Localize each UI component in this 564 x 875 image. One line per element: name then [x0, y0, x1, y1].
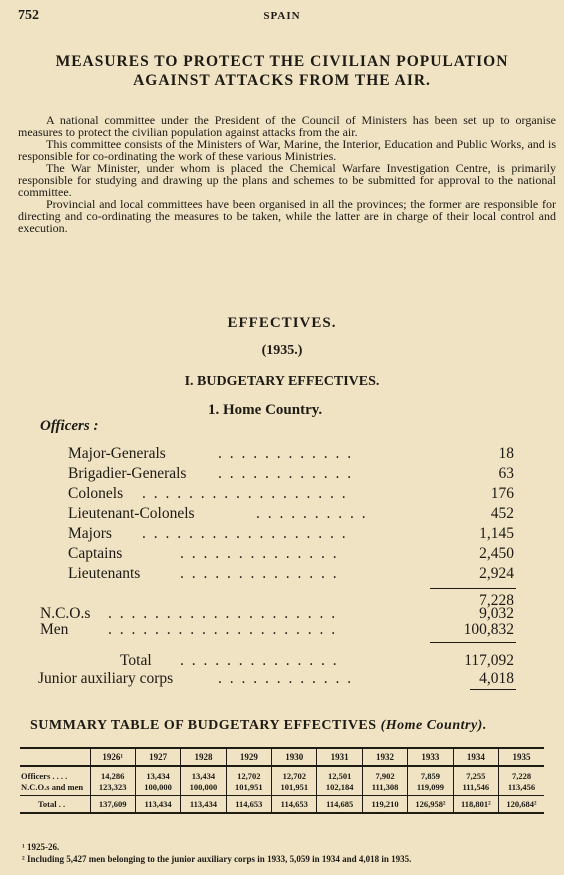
row-label: Total . .: [20, 796, 90, 814]
table-cell: 114,653: [272, 796, 317, 814]
body-text: [18, 114, 556, 234]
table-cell: 1930: [272, 748, 317, 766]
table-cell: 14,286: [90, 766, 135, 781]
leader-dots: . . . . . . . . . . . .: [218, 445, 354, 462]
leader-dots: . . . . . . . . . . . .: [218, 465, 354, 482]
paragraph: A national committee under the President of the Council of Ministers has been set up to organise measures to protect the civilian population against attacks from the air.: [18, 113, 556, 139]
footnote: ¹ 1925-26.: [22, 842, 60, 852]
table-cell: 7,255: [453, 766, 498, 781]
list-item: [0, 484, 564, 504]
table-cell: 1933: [408, 748, 453, 766]
table-cell: 13,434: [181, 766, 226, 781]
table-cell: 119,210: [362, 796, 407, 814]
paragraph: The War Minister, under whom is placed the Chemical Warfare Investigation Centre, is primarily responsible for studying and drawing up the plans and schemes to be submitted for approval to the national committee.: [18, 161, 556, 199]
summary-table: [20, 747, 544, 814]
table-cell: 126,958²: [408, 796, 453, 814]
paragraph: Provincial and local committees have been organised in all the provinces; the former are responsible for directing and co-ordinating the measures to be taken, while the latter are in charge of their local control and execution.: [18, 197, 556, 235]
table-cell: 114,685: [317, 796, 362, 814]
row-label: Major-Generals: [68, 445, 166, 462]
table-cell: 114,653: [226, 796, 271, 814]
leader-dots: . . . . . . . . . . . . . . . . . . . .: [108, 605, 338, 622]
divider: [430, 588, 516, 589]
divider: [430, 642, 516, 643]
table-cell: 113,456: [499, 781, 544, 796]
table-cell: 1928: [181, 748, 226, 766]
table-cell: 1935: [499, 748, 544, 766]
divider: [470, 689, 516, 690]
page-title: [0, 52, 564, 90]
leader-dots: . . . . . . . . . . . . . . . . . .: [142, 485, 348, 502]
list-item: [0, 651, 564, 671]
table-cell: 1934: [453, 748, 498, 766]
table-cell: 7,902: [362, 766, 407, 781]
leader-dots: . . . . . . . . . . . .: [218, 670, 354, 687]
table-cell: 1927: [135, 748, 180, 766]
running-head: SPAIN: [263, 10, 301, 22]
row-value: 1,145: [479, 525, 514, 542]
table-cell: 12,702: [226, 766, 271, 781]
row-label: Total: [120, 652, 152, 669]
table-cell: 7,228: [499, 766, 544, 781]
table-cell: [20, 748, 90, 766]
table-cell: 137,609: [90, 796, 135, 814]
list-item: [0, 669, 564, 689]
summary-title: [30, 718, 487, 734]
table-cell: 12,702: [272, 766, 317, 781]
row-value: 2,450: [479, 545, 514, 562]
paragraph: This committee consists of the Ministers of War, Marine, the Interior, Education and Public Works, and is responsible for co-ordinating the work of these various Ministries.: [18, 137, 556, 163]
title-line-1: MEASURES TO PROTECT THE CIVILIAN POPULATION: [55, 53, 509, 70]
row-value: 100,832: [463, 621, 514, 638]
officers-heading: Officers :: [40, 418, 99, 434]
row-value: 117,092: [464, 652, 514, 669]
leader-dots: . . . . . . . . . . . . . . . . . . . .: [108, 621, 338, 638]
row-label: Officers . . . .: [21, 771, 68, 781]
leader-dots: . . . . . . . . . . . . . .: [180, 545, 339, 562]
title-line-2: AGAINST ATTACKS FROM THE AIR.: [133, 72, 431, 89]
leader-dots: . . . . . . . . . . . . . .: [180, 652, 339, 669]
list-item: [0, 464, 564, 484]
table-cell: 100,000: [135, 781, 180, 796]
row-value: 2,924: [479, 565, 514, 582]
table-cell: 101,951: [272, 781, 317, 796]
table-cell: 1931: [317, 748, 362, 766]
row-label: Junior auxiliary corps: [38, 670, 174, 687]
leader-dots: . . . . . . . . . .: [256, 505, 368, 522]
effectives-heading: EFFECTIVES.: [227, 315, 337, 331]
section-heading: I. BUDGETARY EFFECTIVES.: [184, 374, 380, 389]
list-item: [0, 620, 564, 640]
leader-dots: . . . . . . . . . . . . . .: [180, 565, 339, 582]
table-cell: 101,951: [226, 781, 271, 796]
row-label: N.C.O.s and men: [21, 782, 84, 792]
footnote: ² Including 5,427 men belonging to the junior auxiliary corps in 1933, 5,059 in 1934 and 4,018 in 1935.: [22, 854, 412, 864]
list-item: [0, 504, 564, 524]
table-cell: 120,684²: [499, 796, 544, 814]
row-label: Colonels: [68, 485, 124, 502]
table-cell: 113,434: [135, 796, 180, 814]
table-cell: 7,859: [408, 766, 453, 781]
row-label: Lieutenants: [68, 565, 141, 582]
effectives-year: (1935.): [261, 343, 303, 358]
table-cell: 13,434: [135, 766, 180, 781]
summary-title-italic: (Home Country).: [380, 718, 487, 733]
subsection-heading: 1. Home Country.: [208, 402, 323, 418]
table-row: [20, 766, 544, 781]
table-cell: 119,099: [408, 781, 453, 796]
row-value: 4,018: [479, 670, 514, 687]
table-cell: 123,323: [90, 781, 135, 796]
table-cell: 12,501: [317, 766, 362, 781]
row-label: Men: [40, 621, 69, 638]
table-header-row: [20, 748, 544, 766]
page-number: 752: [18, 8, 39, 23]
table-cell: 113,434: [181, 796, 226, 814]
list-item: [0, 524, 564, 544]
table-cell: 102,184: [317, 781, 362, 796]
list-item: [0, 544, 564, 564]
row-label: N.C.O.s: [40, 605, 91, 622]
row-value: 452: [490, 505, 514, 522]
table-cell: 1929: [226, 748, 271, 766]
table-cell: 100,000: [181, 781, 226, 796]
row-label: Majors: [68, 525, 112, 542]
row-label: Lieutenant-Colonels: [68, 505, 195, 522]
officers-subtotal: 7,228: [479, 592, 514, 609]
table-cell: 1932: [362, 748, 407, 766]
table-row: [20, 781, 544, 796]
row-label: Brigadier-Generals: [68, 465, 187, 482]
table-total-row: [20, 796, 544, 814]
row-label: Captains: [68, 545, 123, 562]
table-cell: 118,801²: [453, 796, 498, 814]
leader-dots: . . . . . . . . . . . . . . . . . .: [142, 525, 348, 542]
table-cell: 111,546: [453, 781, 498, 796]
table-cell: 111,308: [362, 781, 407, 796]
summary-title-text: SUMMARY TABLE OF BUDGETARY EFFECTIVES: [30, 718, 377, 733]
row-value: 63: [498, 465, 514, 482]
row-value: 9,032: [479, 605, 514, 622]
list-item: [0, 564, 564, 584]
list-item: [0, 444, 564, 464]
table-cell: 1926¹: [90, 748, 135, 766]
row-value: 176: [490, 485, 514, 502]
row-value: 18: [498, 445, 514, 462]
